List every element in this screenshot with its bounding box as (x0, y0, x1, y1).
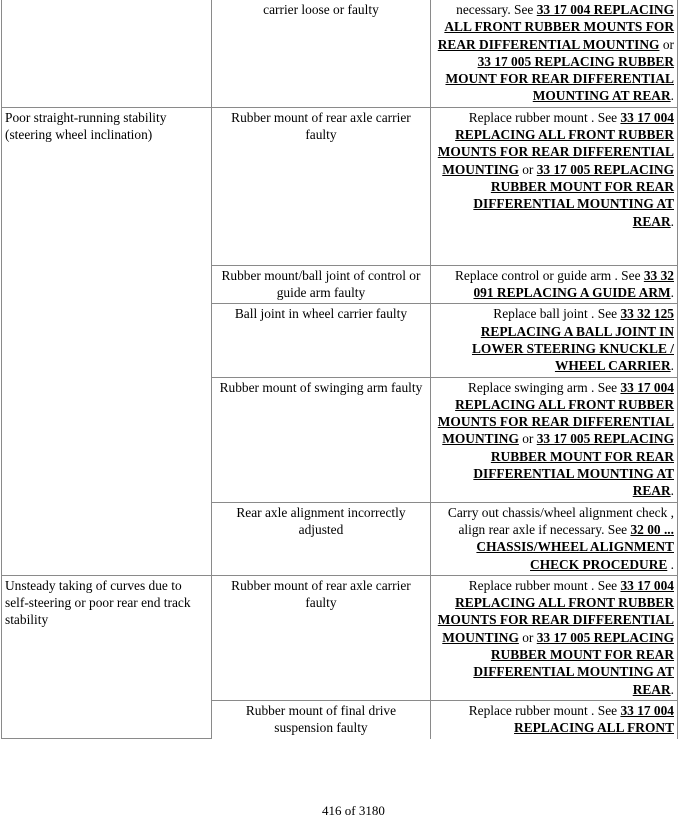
table-row (2, 575, 678, 700)
repair-reference-link[interactable]: 33 17 004 REPLACING ALL FRONT RUBBER MOUNTS FOR REAR DIFFERENTIAL MOUNTING (437, 577, 674, 645)
cause-cell: Rubber mount of rear axle carrier faulty (212, 575, 430, 700)
remedy-text: Replace ball joint . See (493, 306, 621, 322)
remedy-text: necessary. See (456, 2, 537, 17)
reference-joiner: . (670, 681, 674, 697)
cause-cell: Rubber mount/ball joint of control or guide arm faulty (212, 265, 430, 304)
page-number: 416 of 3180 (322, 803, 385, 818)
reference-joiner: . (670, 483, 674, 499)
repair-reference-link[interactable]: 33 17 004 REPLACING ALL FRONT (514, 702, 674, 736)
repair-reference-link[interactable]: 32 00 ... CHASSIS/WHEEL ALIGNMENT CHECK PROCEDURE (476, 521, 674, 572)
repair-reference-link[interactable]: 33 17 004 REPLACING ALL FRONT RUBBER MOUNTS FOR REAR DIFFERENTIAL MOUNTING (437, 109, 674, 177)
fault-cell (2, 0, 212, 107)
reference-joiner: . (670, 88, 674, 104)
repair-reference-link[interactable]: 33 17 005 REPLACING RUBBER MOUNT FOR REAR DIFFERENTIAL MOUNTING AT REAR (473, 161, 674, 229)
cause-cell: Rubber mount of rear axle carrier faulty (212, 107, 430, 265)
cause-cell: Ball joint in wheel carrier faulty (212, 304, 430, 377)
repair-reference-link[interactable]: 33 17 005 REPLACING RUBBER MOUNT FOR REAR DIFFERENTIAL MOUNTING AT REAR (473, 431, 674, 499)
reference-joiner: . (670, 213, 674, 229)
remedy-text: Replace rubber mount . See (468, 109, 621, 125)
cause-cell: carrier loose or faulty (212, 0, 430, 107)
remedy-text: Carry out chassis/wheel alignment check , align rear axle if necessary. See (447, 504, 674, 537)
reference-joiner: or (518, 161, 537, 177)
remedy-cell (430, 304, 677, 377)
cause-cell: Rubber mount of final drive suspension faulty (212, 700, 430, 738)
fault-cell: Poor straight-running stability (steering wheel inclination) (2, 107, 212, 575)
table-row (2, 0, 678, 107)
remedy-cell (430, 107, 677, 265)
fault-cell: Unsteady taking of curves due to self-steering or poor rear end track stability (2, 575, 212, 738)
reference-joiner: or (659, 36, 674, 52)
remedy-text: Replace swinging arm . See (467, 379, 621, 395)
remedy-text: Replace rubber mount . See (468, 577, 621, 593)
remedy-cell (430, 700, 677, 738)
reference-joiner: . (670, 358, 674, 374)
reference-joiner: or (518, 431, 537, 447)
diagnosis-table (1, 0, 678, 739)
remedy-text: Replace control or guide arm . See (454, 267, 644, 283)
remedy-cell (430, 575, 677, 700)
remedy-cell (430, 502, 677, 575)
remedy-cell (430, 265, 677, 304)
repair-reference-link[interactable]: 33 32 091 REPLACING A GUIDE ARM (473, 267, 674, 301)
repair-reference-link[interactable]: 33 17 004 REPLACING ALL FRONT RUBBER MOUNTS FOR REAR DIFFERENTIAL MOUNTING (437, 379, 674, 447)
repair-reference-link[interactable]: 33 32 125 REPLACING A BALL JOINT IN LOWER STEERING KNUCKLE / WHEEL CARRIER (471, 306, 674, 374)
reference-joiner: or (518, 629, 537, 645)
cause-cell: Rubber mount of swinging arm faulty (212, 377, 430, 502)
reference-joiner: . (667, 556, 674, 572)
table-row (2, 107, 678, 265)
remedy-cell (430, 377, 677, 502)
repair-reference-link[interactable]: 33 17 005 REPLACING RUBBER MOUNT FOR REAR DIFFERENTIAL MOUNTING AT REAR (445, 53, 674, 104)
cause-cell: Rear axle alignment incorrectly adjusted (212, 502, 430, 575)
repair-reference-link[interactable]: 33 17 004 REPLACING ALL FRONT RUBBER MOUNTS FOR REAR DIFFERENTIAL MOUNTING (437, 2, 674, 52)
remedy-text: Replace rubber mount . See (468, 702, 621, 718)
reference-joiner: . (670, 285, 674, 301)
diagnosis-table-body (2, 0, 678, 739)
repair-reference-link[interactable]: 33 17 005 REPLACING RUBBER MOUNT FOR REAR DIFFERENTIAL MOUNTING AT REAR (473, 629, 674, 697)
remedy-cell (430, 0, 677, 107)
